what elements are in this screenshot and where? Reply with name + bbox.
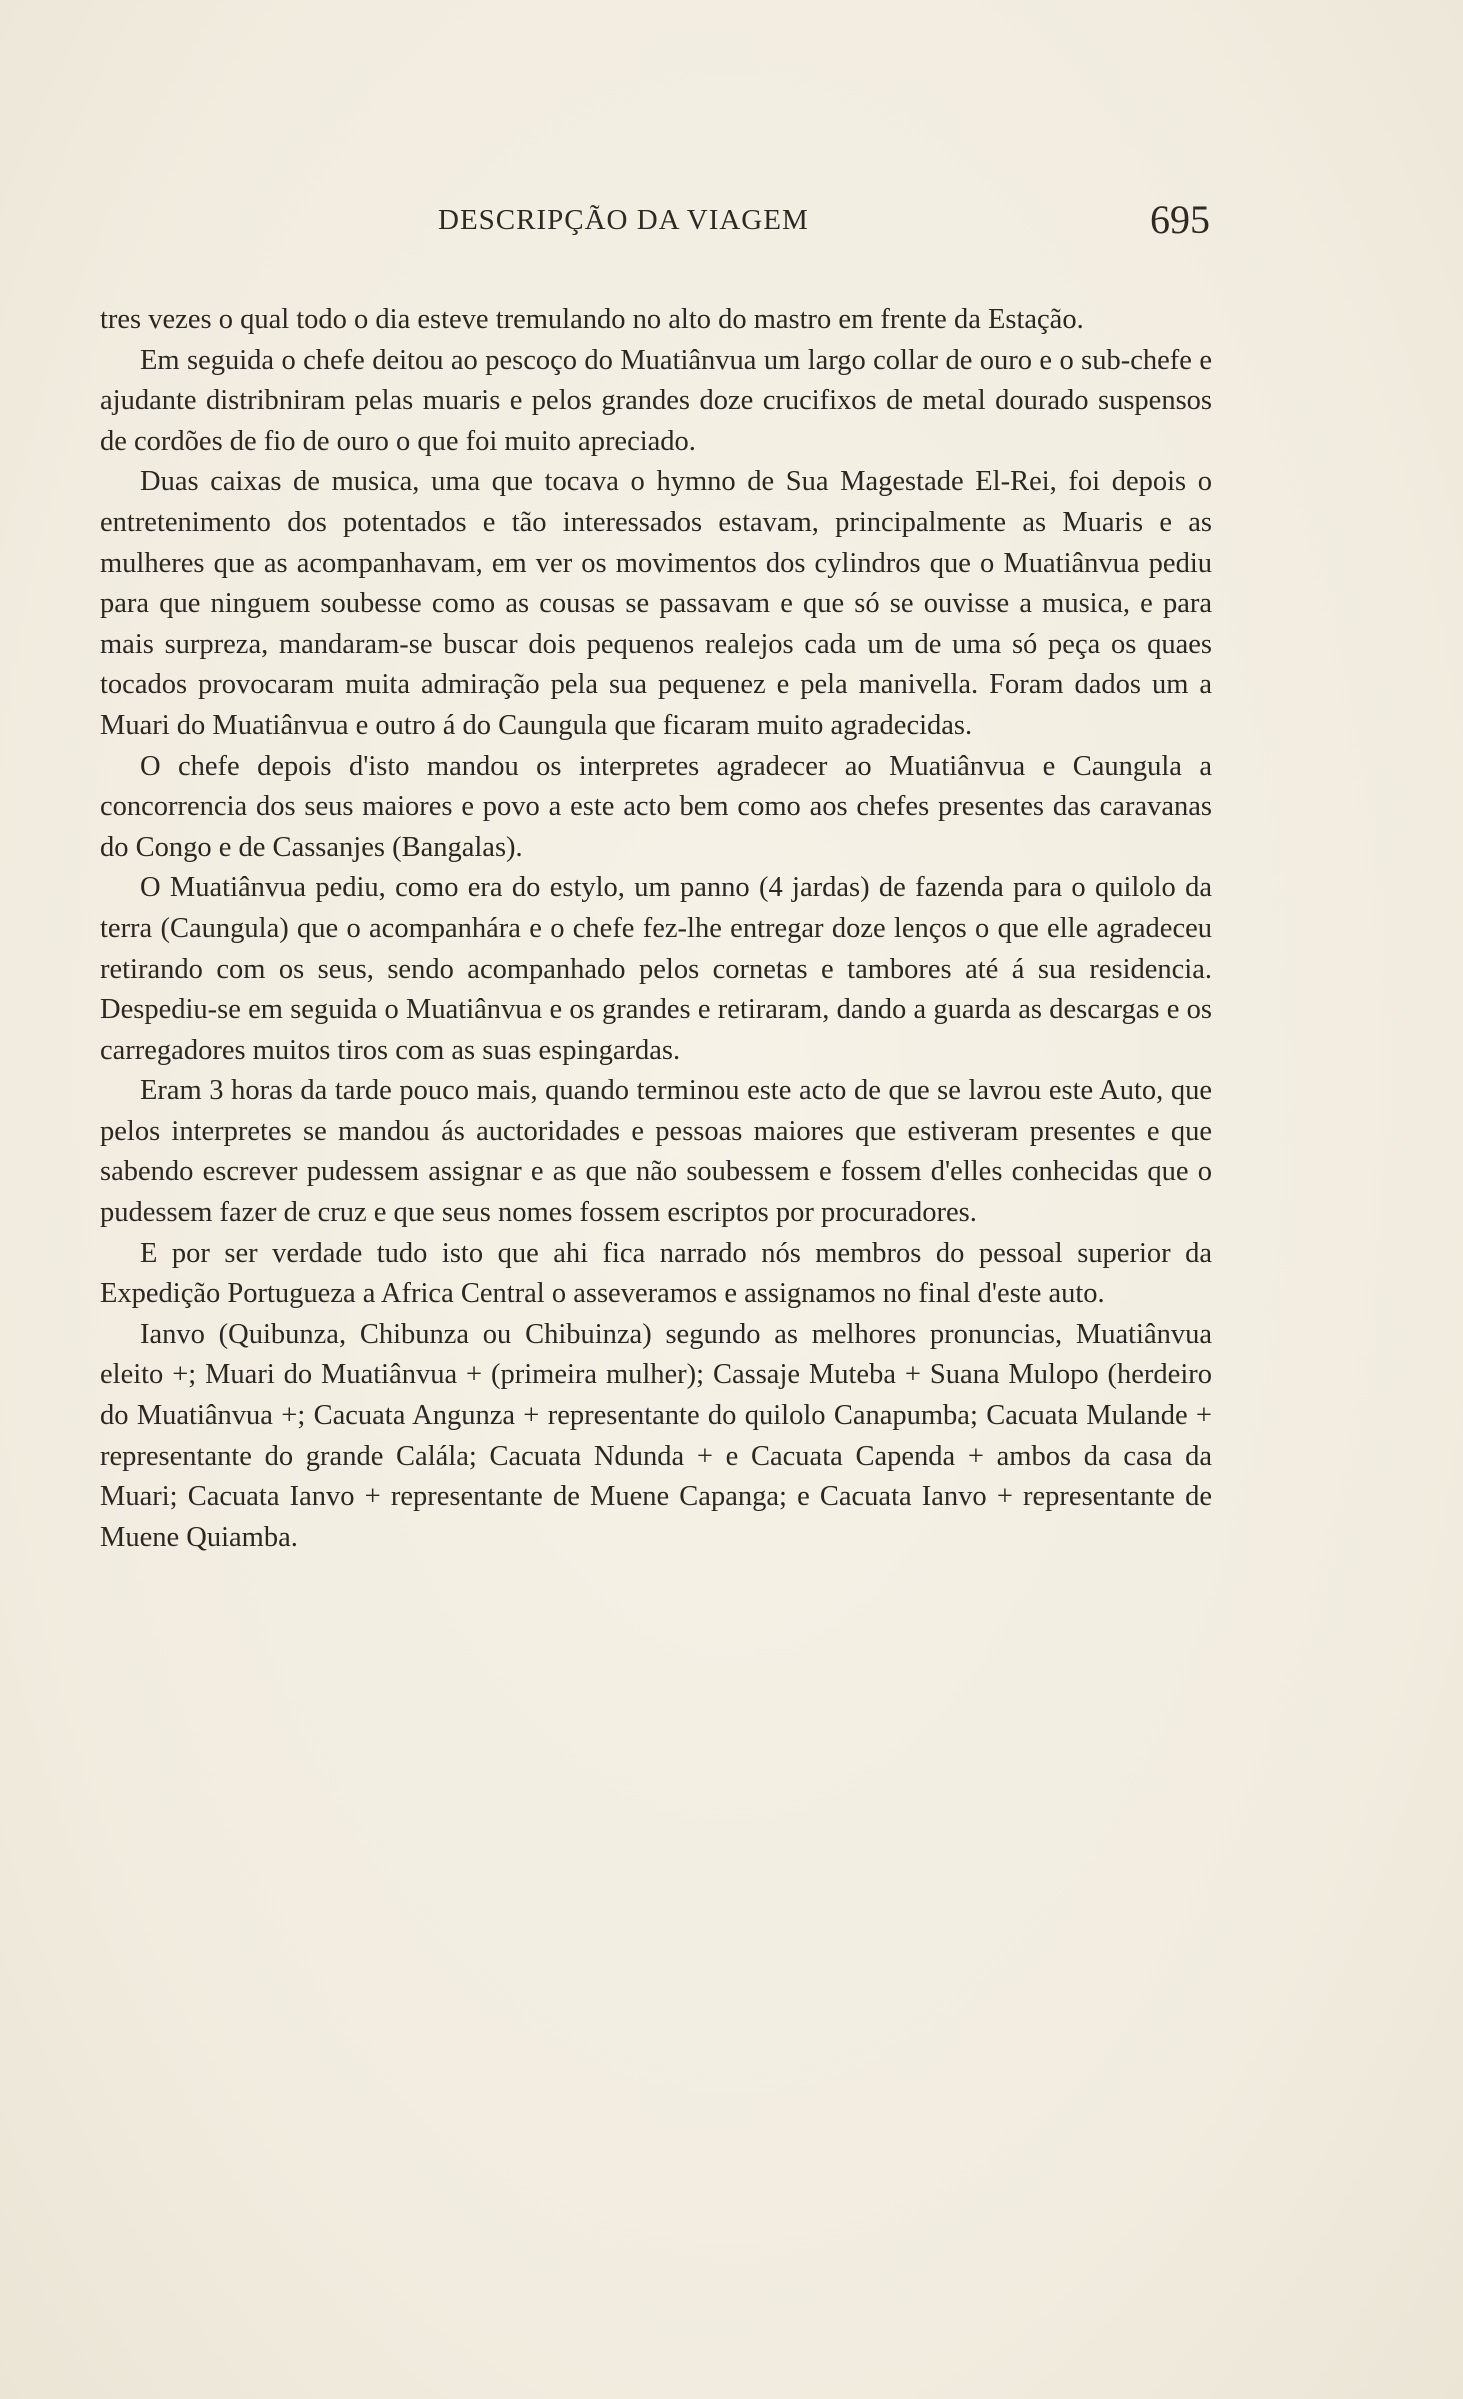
page-header (438, 196, 1210, 246)
paragraph: O chefe depois d'isto mandou os interpretes agradecer ao Muatiânvua e Caungula a concorrencia dos seus maiores e povo a este acto bem como aos chefes presentes das caravanas do Congo e de Cassanjes (Bangalas). (100, 750, 1212, 863)
running-title: DESCRIPÇÃO DA VIAGEM (438, 204, 809, 236)
body-text (100, 300, 1212, 1558)
paragraph: Eram 3 horas da tarde pouco mais, quando terminou este acto de que se lavrou este Auto, que pelos interpretes se mandou ás auctoridades e pessoas maiores que estiveram presentes e que sabendo escrever pudessem assignar e as que não soubessem e fossem d'elles conhecidas que o pudessem fazer de cruz e que seus nomes fossem escriptos por procuradores. (100, 1075, 1212, 1229)
page-number: 695 (1150, 197, 1210, 242)
paragraph: tres vezes o qual todo o dia esteve tremulando no alto do mastro em frente da Estação. (100, 304, 1084, 335)
paragraph: Duas caixas de musica, uma que tocava o hymno de Sua Magestade El-Rei, foi depois o entretenimento dos potentados e tão interessados estavam, principalmente as Muaris e as mulheres que as acompanhavam, em ver os movimentos dos cylindros que o Muatiânvua pediu para que ninguem soubesse como as cousas se passavam e que só se ouvisse a musica, e para mais surpreza, mandaram-se buscar dois pequenos realejos cada um de uma só peça os quaes tocados provocaram muita admiração pela sua pequenez e pela manivella. Foram dados um a Muari do Muatiânvua e outro á do Caungula que ficaram muito agradecidas. (100, 466, 1212, 741)
paragraph: E por ser verdade tudo isto que ahi fica narrado nós membros do pessoal superior da Expedição Portugueza a Africa Central o asseveramos e assignamos no final d'este auto. (100, 1237, 1212, 1310)
paragraph: Ianvo (Quibunza, Chibunza ou Chibuinza) segundo as melhores pronuncias, Muatiânvua eleito +; Muari do Muatiânvua + (primeira mulher); Cassaje Muteba + Suana Mulopo (herdeiro do Muatiânvua +; Cacuata Angunza + representante do quilolo Canapumba; Cacuata Mulande + representante do grande Calála; Cacuata Ndunda + e Cacuata Capenda + ambos da casa da Muari; Cacuata Ianvo + representante de Muene Capanga; e Cacuata Ianvo + representante de Muene Quiamba. (100, 1318, 1212, 1553)
paragraph: O Muatiânvua pediu, como era do estylo, um panno (4 jardas) de fazenda para o quilolo da terra (Caungula) que o acompanhára e o chefe fez-lhe entregar doze lenços o que elle agradeceu retirando com os seus, sendo acompanhado pelos cornetas e tambores até á sua residencia. Despediu-se em seguida o Muatiânvua e os grandes e retiraram, dando a guarda as descargas e os carregadores muitos tiros com as suas espingardas. (100, 872, 1212, 1066)
paragraph: Em seguida o chefe deitou ao pescoço do Muatiânvua um largo collar de ouro e o sub-chefe e ajudante distribniram pelas muaris e pelos grandes doze crucifixos de metal dourado suspensos de cordões de fio de ouro o que foi muito apreciado. (100, 344, 1212, 457)
